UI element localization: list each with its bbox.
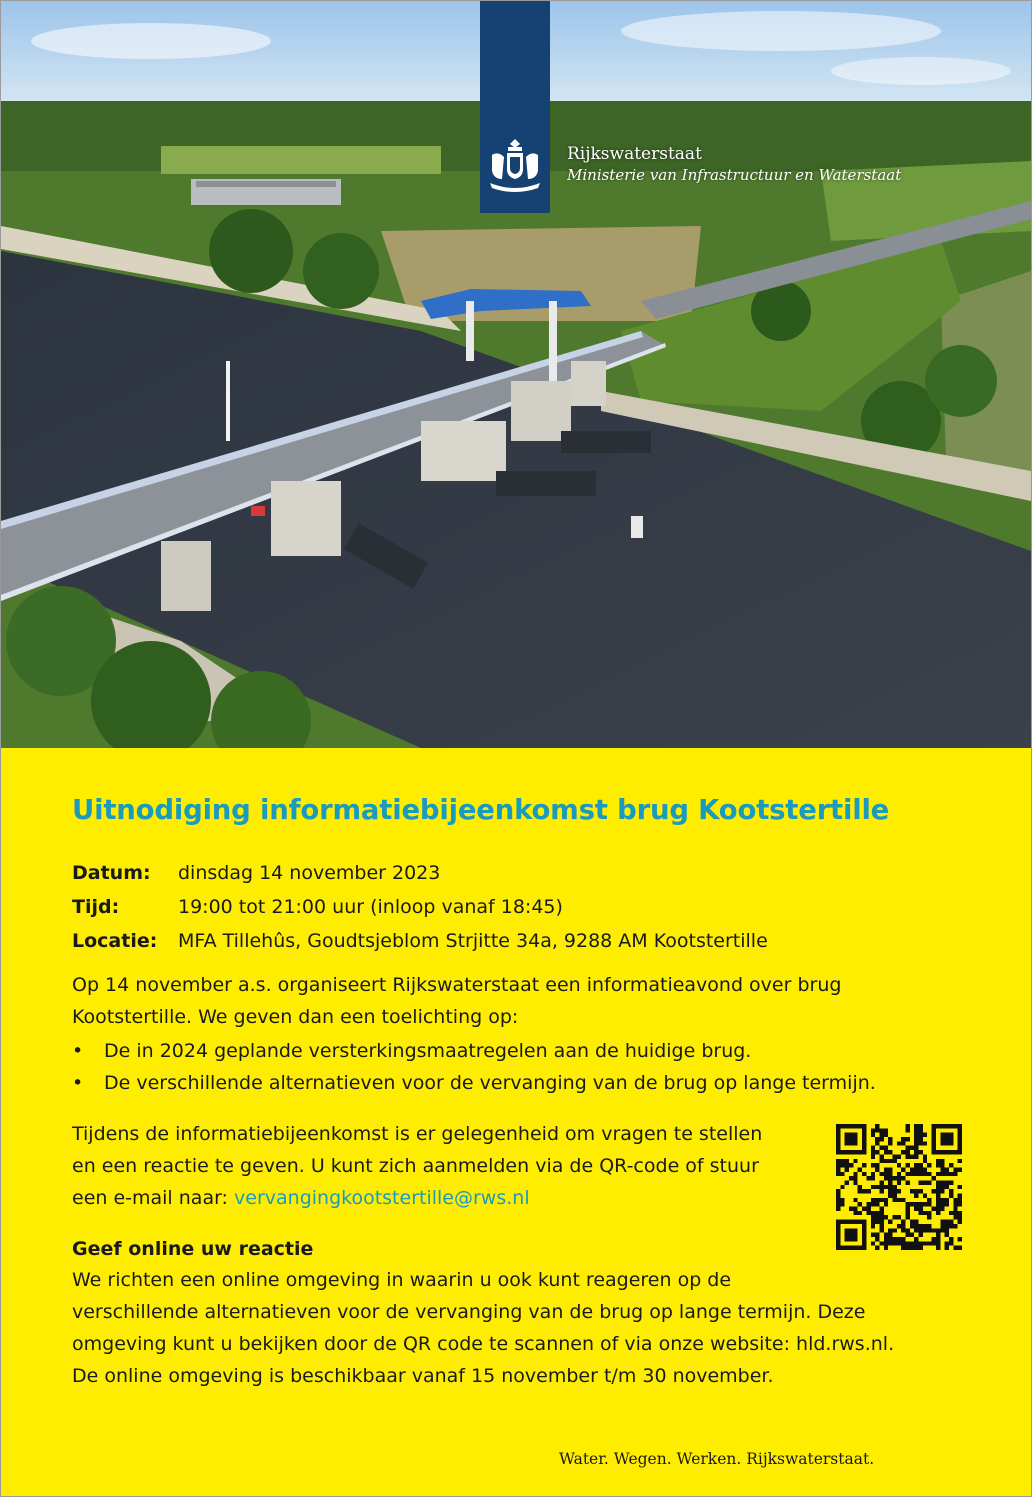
online-line: De online omgeving is beschikbaar vanaf 15 november t/m 30 november. (72, 1365, 774, 1387)
list-item (72, 1067, 876, 1099)
intro-line: Op 14 november a.s. organiseert Rijkswaterstaat een informatieavond over brug (72, 974, 842, 996)
bullet-icon: • (72, 1072, 84, 1094)
qr-code-icon[interactable] (836, 1124, 962, 1250)
detail-row-datum (72, 856, 768, 890)
detail-row-locatie (72, 924, 768, 958)
online-line: verschillende alternatieven voor de vervanging van de brug op lange termijn. Deze (72, 1301, 866, 1323)
slogan: Water. Wegen. Werken. Rijkswaterstaat. (559, 1450, 875, 1468)
logo-name: Rijkswaterstaat (567, 144, 702, 164)
page-title: Uitnodiging informatiebijeenkomst brug Kootstertille (72, 794, 890, 826)
signup-paragraph (72, 1118, 762, 1214)
list-item (72, 1035, 876, 1067)
signup-line (72, 1182, 762, 1214)
list-item-text: De verschillende alternatieven voor de vervanging van de brug op lange termijn. (104, 1072, 876, 1094)
rijkswapen-emblem-icon (480, 135, 550, 195)
detail-label: Datum: (72, 862, 151, 884)
online-line: We richten een online omgeving in waarin u ook kunt reageren op de (72, 1269, 732, 1291)
event-details (72, 856, 768, 958)
signup-line: en een reactie te geven. U kunt zich aanmelden via de QR-code of stuur (72, 1155, 759, 1177)
logo-ministry: Ministerie van Infrastructuur en Waterstaat (567, 166, 902, 184)
signup-email-prefix: een e-mail naar: (72, 1187, 235, 1209)
online-paragraph (72, 1264, 894, 1392)
intro-paragraph (72, 969, 841, 1033)
email-link[interactable]: vervangingkootstertille@rws.nl (234, 1187, 530, 1209)
logo-text (567, 143, 901, 185)
detail-label: Tijd: (72, 896, 120, 918)
bullet-icon: • (72, 1040, 84, 1062)
signup-line: Tijdens de informatiebijeenkomst is er gelegenheid om vragen te stellen (72, 1123, 763, 1145)
detail-value: dinsdag 14 november 2023 (178, 862, 441, 884)
intro-line: Kootstertille. We geven dan een toelichting op: (72, 1006, 519, 1028)
list-item-text: De in 2024 geplande versterkingsmaatregelen aan de huidige brug. (104, 1040, 752, 1062)
detail-value: 19:00 tot 21:00 uur (inloop vanaf 18:45) (178, 896, 563, 918)
online-heading: Geef online uw reactie (72, 1238, 314, 1260)
topic-list (72, 1035, 876, 1099)
detail-row-tijd (72, 890, 768, 924)
online-line: omgeving kunt u bekijken door de QR code te scannen of via onze website: hld.rws.nl. (72, 1333, 895, 1355)
detail-label: Locatie: (72, 930, 158, 952)
detail-value: MFA Tillehûs, Goudtsjeblom Strjitte 34a, 9288 AM Kootstertille (178, 930, 768, 952)
